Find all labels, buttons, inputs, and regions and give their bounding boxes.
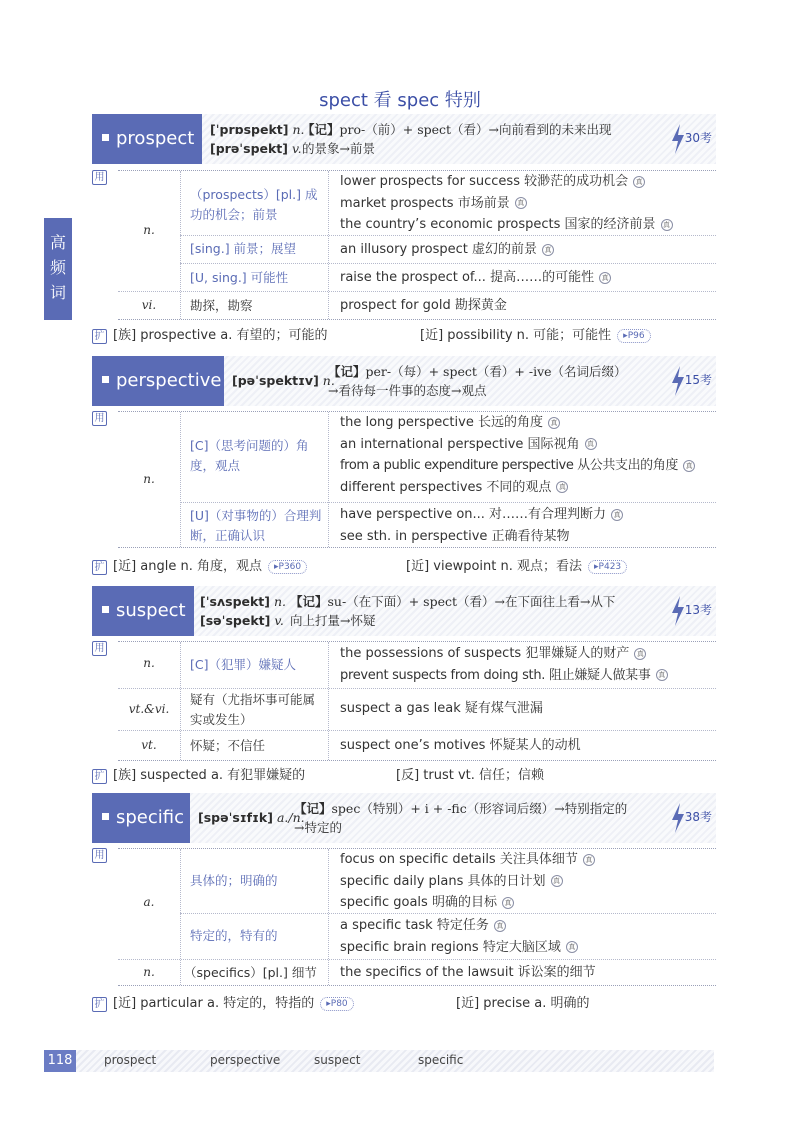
headword-box bbox=[92, 114, 202, 164]
exam-count: 38考 bbox=[684, 810, 712, 824]
example-list bbox=[340, 504, 623, 547]
audio-icon: 真 bbox=[634, 648, 646, 660]
page-title: spect 看 spec 特别 bbox=[319, 90, 481, 111]
square-bullet-icon bbox=[102, 376, 109, 383]
phonetics bbox=[210, 120, 304, 158]
phonetics bbox=[198, 808, 305, 827]
entry-header-suspect bbox=[92, 586, 716, 636]
audio-icon: 真 bbox=[633, 176, 645, 188]
sense-text: 疑有（尤指坏事可能属实或发生） bbox=[190, 692, 316, 727]
example-item: lower prospects for success 较渺茫的成功机会 真 bbox=[340, 171, 673, 193]
phonetic-noun: [ˈsʌspekt] bbox=[200, 594, 270, 609]
audio-icon: 真 bbox=[494, 920, 506, 932]
extension-related: [近] possibility n. 可能；可能性 bbox=[420, 328, 612, 343]
footer-word[interactable]: suspect bbox=[314, 1053, 361, 1067]
example-item: specific goals 明确的目标 真 bbox=[340, 892, 595, 914]
audio-icon: 真 bbox=[556, 481, 568, 493]
extension-row bbox=[420, 324, 651, 343]
usage-table-suspect bbox=[118, 641, 716, 761]
example-item: market prospects 市场前景 真 bbox=[340, 193, 673, 215]
extension-row bbox=[92, 764, 305, 784]
sense-text: 怀疑；不信任 bbox=[190, 738, 266, 753]
extension-icon: 扩 bbox=[92, 769, 107, 784]
use-icon: 用 bbox=[92, 848, 107, 863]
extension-row bbox=[92, 555, 307, 575]
extension-icon: 扩 bbox=[92, 560, 107, 575]
memo-label: 【记】 bbox=[294, 801, 332, 816]
sense-text: 勘探，勘察 bbox=[190, 298, 253, 313]
pos-verb: v. bbox=[274, 613, 284, 628]
audio-icon: 真 bbox=[551, 875, 563, 887]
footer-word[interactable]: perspective bbox=[210, 1053, 281, 1067]
sense-text: （specifics）[pl.] 细节 bbox=[184, 965, 317, 980]
extension-related: [反] trust vt. 信任；信赖 bbox=[396, 768, 545, 783]
memo-line: pro-（前）+ spect（看）→向前看到的未来出现 bbox=[339, 122, 612, 137]
pos-label: vt.&vi. bbox=[128, 702, 170, 716]
headword: perspective bbox=[116, 370, 222, 391]
audio-icon: 真 bbox=[515, 197, 527, 209]
audio-icon: 真 bbox=[583, 854, 595, 866]
exam-count: 15考 bbox=[684, 373, 712, 387]
lightning-bolt-icon bbox=[670, 596, 686, 626]
memo-note bbox=[328, 362, 627, 400]
headword-box bbox=[92, 793, 190, 843]
pos-label: n. bbox=[143, 965, 155, 979]
audio-icon: 真 bbox=[611, 509, 623, 521]
audio-icon: 真 bbox=[599, 272, 611, 284]
example-item: an illusory prospect 虚幻的前景 真 bbox=[340, 239, 554, 261]
use-icon: 用 bbox=[92, 170, 107, 185]
sense-text: [C]（犯罪）嫌疑人 bbox=[190, 657, 296, 672]
page-ref-link[interactable]: ▸P360 bbox=[268, 560, 307, 574]
pos-label: n. bbox=[143, 223, 155, 237]
pos-label: n. bbox=[143, 472, 155, 486]
side-tab-char: 高 bbox=[49, 233, 66, 252]
square-bullet-icon bbox=[102, 606, 109, 613]
phonetic-adj: [spəˈsɪfɪk] bbox=[198, 810, 273, 825]
extension-row bbox=[396, 764, 544, 783]
extension-related: [近] angle n. 角度，观点 bbox=[113, 559, 262, 574]
pos-label: vt. bbox=[141, 738, 157, 752]
extension-row bbox=[406, 555, 627, 574]
sense-text: （prospects）[pl.] 成功的机会；前景 bbox=[190, 187, 318, 222]
example-list bbox=[340, 643, 668, 686]
footer-word[interactable]: specific bbox=[418, 1053, 464, 1067]
extension-row bbox=[456, 992, 589, 1011]
phonetic-noun: [ˈprɒspekt] bbox=[210, 122, 289, 137]
memo-label: 【记】 bbox=[290, 594, 328, 609]
memo-note bbox=[294, 799, 627, 837]
pos-noun: n. bbox=[273, 594, 287, 609]
headword: suspect bbox=[116, 600, 186, 621]
extension-related: [近] viewpoint n. 观点；看法 bbox=[406, 559, 583, 574]
extension-related: [族] prospective a. 有望的；可能的 bbox=[113, 328, 328, 343]
memo-line: su-（在下面）+ spect（看）→在下面往上看→从下 bbox=[327, 594, 616, 609]
memo-note bbox=[290, 592, 615, 630]
phonetic-verb: [səˈspekt] bbox=[200, 613, 271, 628]
example-item: prospect for gold 勘探黄金 bbox=[340, 298, 507, 313]
example-item: have perspective on... 对……有合理判断力 真 bbox=[340, 504, 623, 526]
lightning-bolt-icon bbox=[670, 803, 686, 833]
headword-box bbox=[92, 586, 194, 636]
example-item: the long perspective 长远的角度 真 bbox=[340, 412, 695, 434]
phonetic-verb: [prəˈspekt] bbox=[210, 141, 288, 156]
example-list bbox=[340, 412, 695, 498]
example-item: suspect one’s motives 怀疑某人的动机 bbox=[340, 738, 581, 753]
audio-icon: 真 bbox=[566, 941, 578, 953]
usage-table-prospect bbox=[118, 170, 716, 320]
side-tab-label bbox=[44, 230, 72, 305]
use-icon: 用 bbox=[92, 641, 107, 656]
usage-table-perspective bbox=[118, 411, 716, 548]
example-item: raise the prospect of... 提高……的可能性 真 bbox=[340, 267, 611, 289]
example-list bbox=[340, 915, 578, 958]
sense-text: [C]（思考问题的）角度，观点 bbox=[190, 438, 309, 473]
pos-label: a. bbox=[143, 895, 155, 909]
exam-count: 30考 bbox=[684, 131, 712, 145]
memo-line: per-（每）+ spect（看）+ -ive（名词后缀） bbox=[365, 364, 627, 379]
example-item: a specific task 特定任务 真 bbox=[340, 915, 578, 937]
pos-label: vi. bbox=[141, 298, 157, 312]
extension-row bbox=[92, 324, 327, 344]
sense-text: 具体的；明确的 bbox=[190, 873, 278, 888]
example-item: specific daily plans 具体的日计划 真 bbox=[340, 871, 595, 893]
audio-icon: 真 bbox=[585, 438, 597, 450]
memo-note bbox=[302, 120, 612, 158]
extension-icon: 扩 bbox=[92, 329, 107, 344]
headword: prospect bbox=[116, 128, 195, 149]
side-tab-high-frequency bbox=[44, 218, 72, 320]
example-item: an international perspective 国际视角 真 bbox=[340, 434, 695, 456]
headword-box bbox=[92, 356, 224, 406]
square-bullet-icon bbox=[102, 813, 109, 820]
example-item: different perspectives 不同的观点 真 bbox=[340, 477, 695, 499]
example-item: suspect a gas leak 疑有煤气泄漏 bbox=[340, 701, 543, 716]
exam-count: 13考 bbox=[684, 603, 712, 617]
example-item: see sth. in perspective 正确看待某物 bbox=[340, 528, 570, 544]
usage-table-specific bbox=[118, 848, 716, 986]
square-bullet-icon bbox=[102, 134, 109, 141]
page-ref-link[interactable]: ▸P423 bbox=[588, 560, 627, 574]
memo-line: →特定的 bbox=[294, 820, 342, 835]
memo-label: 【记】 bbox=[302, 122, 340, 137]
audio-icon: 真 bbox=[548, 417, 560, 429]
example-item: specific brain regions 特定大脑区域 真 bbox=[340, 937, 578, 959]
sense-text: [U, sing.] 可能性 bbox=[190, 270, 289, 285]
extension-related: [族] suspected a. 有犯罪嫌疑的 bbox=[113, 768, 306, 783]
pos-label: n. bbox=[143, 656, 155, 670]
side-tab-char: 词 bbox=[49, 283, 66, 302]
example-list bbox=[340, 171, 673, 236]
use-icon: 用 bbox=[92, 411, 107, 426]
page-number: 118 bbox=[44, 1050, 76, 1072]
extension-row bbox=[92, 992, 354, 1012]
extension-related: [近] particular a. 特定的，特指的 bbox=[113, 996, 315, 1011]
example-list bbox=[340, 849, 595, 914]
memo-label: 【记】 bbox=[328, 364, 366, 379]
extension-icon: 扩 bbox=[92, 997, 107, 1012]
page-ref-link[interactable]: ▸P96 bbox=[617, 329, 650, 343]
example-item: from a public expenditure perspective 从公共支出的角度 真 bbox=[340, 455, 695, 477]
audio-icon: 真 bbox=[683, 460, 695, 472]
pos-noun: n. bbox=[292, 122, 305, 137]
audio-icon: 真 bbox=[502, 897, 514, 909]
example-item: the possessions of suspects 犯罪嫌疑人的财产 真 bbox=[340, 643, 668, 665]
pos-adj: a./n. bbox=[276, 810, 305, 825]
footer-word[interactable]: prospect bbox=[104, 1053, 157, 1067]
example-item: focus on specific details 关注具体细节 真 bbox=[340, 849, 595, 871]
audio-icon: 真 bbox=[661, 219, 673, 231]
page-ref-link[interactable]: ▸P80 bbox=[320, 997, 353, 1011]
phonetics bbox=[200, 592, 286, 630]
page-footer bbox=[44, 1050, 714, 1072]
sense-text: [U]（对事物的）合理判断，正确认识 bbox=[190, 508, 322, 543]
entry-header-specific bbox=[92, 793, 716, 843]
phonetic-noun: [pəˈspektɪv] bbox=[232, 373, 319, 388]
memo-line: 向上打量→怀疑 bbox=[290, 613, 376, 628]
sense-text: 特定的，特有的 bbox=[190, 928, 278, 943]
audio-icon: 真 bbox=[542, 244, 554, 256]
audio-icon: 真 bbox=[656, 669, 668, 681]
entry-header-prospect bbox=[92, 114, 716, 164]
side-tab-char: 频 bbox=[49, 258, 66, 277]
example-item: prevent suspects from doing sth. 阻止嫌疑人做某事 真 bbox=[340, 665, 668, 687]
pos-verb: v. bbox=[291, 141, 302, 156]
memo-line: 的景象→前景 bbox=[302, 141, 375, 156]
lightning-bolt-icon bbox=[670, 124, 686, 154]
sense-text: [sing.] 前景；展望 bbox=[190, 241, 297, 256]
lightning-bolt-icon bbox=[670, 366, 686, 396]
entry-header-perspective bbox=[92, 356, 716, 406]
example-item: the specifics of the lawsuit 诉讼案的细节 bbox=[340, 965, 596, 980]
example-item: the country’s economic prospects 国家的经济前景 真 bbox=[340, 214, 673, 236]
headword: specific bbox=[116, 807, 185, 828]
phonetics bbox=[232, 371, 335, 390]
memo-line: →看待每一件事的态度→观点 bbox=[328, 383, 487, 398]
pos-noun: n. bbox=[322, 373, 335, 388]
extension-related: [近] precise a. 明确的 bbox=[456, 996, 590, 1011]
memo-line: spec（特别）+ i + -fic（形容词后缀）→特别指定的 bbox=[331, 801, 628, 816]
